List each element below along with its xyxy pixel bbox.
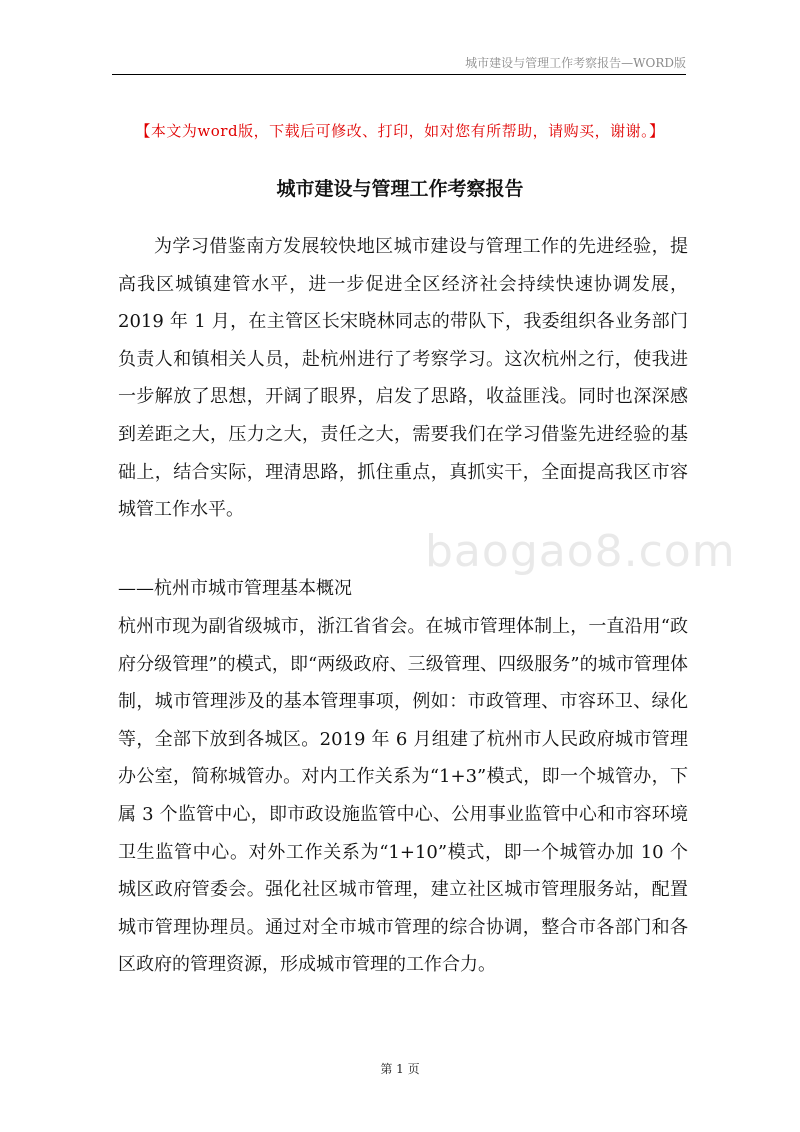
section-heading: ——杭州市城市管理基本概况 (118, 578, 352, 599)
paragraph-hangzhou-overview: 杭州市现为副省级城市，浙江省省会。在城市管理体制上，一直沿用“政府分级管理”的模式，即“两级政府、三级管理、四级服务”的城市管理体制，城市管理涉及的基本管理事项，例如：市政管理、市容环卫、绿化等，全部下放到各城区。2019 年 6 月组建了杭州市人民政府城市管理办公室，简称城管办。对内工作关系为“1+3”模式，即一个城管办，下属 3 个监管中心，即市政设施监管中心、公用事业监管中心和市容环境卫生监管中心。对外工作关系为“1+10”模式，即一个城管办加 10 个城区政府管委会。强化社区城市管理，建立社区城市管理服务站，配置城市管理协理员。通过对全市城市管理的综合协调，整合市各部门和各区政府的管理资源，形成城市管理的工作合力。 (118, 616, 688, 976)
header-divider (112, 74, 686, 75)
paragraph-intro: 为学习借鉴南方发展较快地区城市建设与管理工作的先进经验，提高我区城镇建管水平，进一步促进全区经济社会持续快速协调发展，2019 年 1 月，在主管区长宋晓林同志的带队下，我委组织各业务部门负责人和镇相关人员，赴杭州进行了考察学习。这次杭州之行，使我进一步解放了思想，开阔了眼界，启发了思路，收益匪浅。同时也深深感到差距之大，压力之大，责任之大，需要我们在学习借鉴先进经验的基础上，结合实际，理清思路，抓住重点，真抓实干，全面提高我区市容城管工作水平。 (118, 236, 688, 521)
document-title: 城市建设与管理工作考察报告 (276, 178, 524, 200)
watermark: baogao8.com (425, 526, 736, 577)
download-notice: 【本文为word版，下载后可修改、打印，如对您有所帮助，请购买，谢谢。】 (135, 122, 665, 140)
running-header: 城市建设与管理工作考察报告—WORD版 (465, 56, 686, 70)
page-number: 第 1 页 (380, 1062, 420, 1076)
